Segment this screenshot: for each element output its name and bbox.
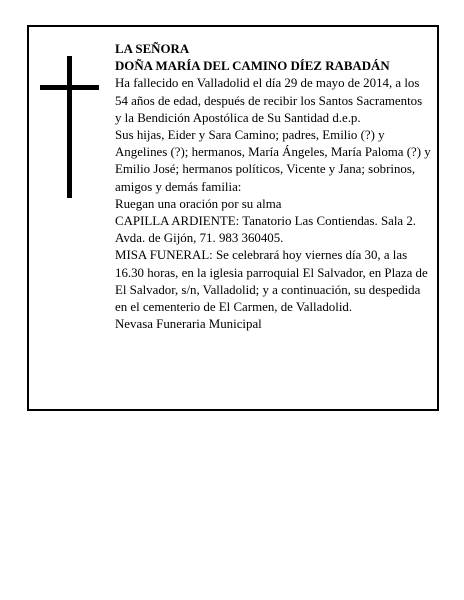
obituary-notice: [27, 25, 439, 411]
chapel-info: CAPILLA ARDIENTE: Tanatorio Las Contiendas. Sala 2. Avda. de Gijón, 71. 983 360405.: [115, 214, 417, 246]
funeral-mass-info: MISA FUNERAL: Se celebrará hoy viernes día 30, a las 16.30 horas, en la iglesia parroquial El Salvador, en Plaza de El Salvador, s/n, Valladolid; y a continuación, su despedida en el cementerio de El Carmen, de Valladolid.: [115, 248, 428, 315]
notice-heading: LA SEÑORA: [115, 42, 190, 56]
cross-horizontal-bar: [40, 85, 99, 90]
deceased-name: DOÑA MARÍA DEL CAMINO DÍEZ RABADÁN: [115, 59, 390, 74]
family-list: Sus hijas, Eider y Sara Camino; padres, Emilio (?) y Angelines (?); hermanos, María Ángeles, María Paloma (?) y Emilio José; hermanos políticos, Vicente y Jana; sobrinos, amigos y demás familia:: [115, 128, 431, 194]
notice-text: [115, 41, 431, 333]
prayer-request: Ruegan una oración por su alma: [115, 196, 282, 211]
death-announcement: Ha fallecido en Valladolid el día 29 de mayo de 2014, a los 54 años de edad, después de recibir los Santos Sacramentos y la Bendición Apostólica de Su Santidad d.e.p.: [115, 76, 423, 125]
cross-vertical-bar: [67, 56, 72, 198]
funeral-home: Nevasa Funeraria Municipal: [115, 317, 262, 332]
